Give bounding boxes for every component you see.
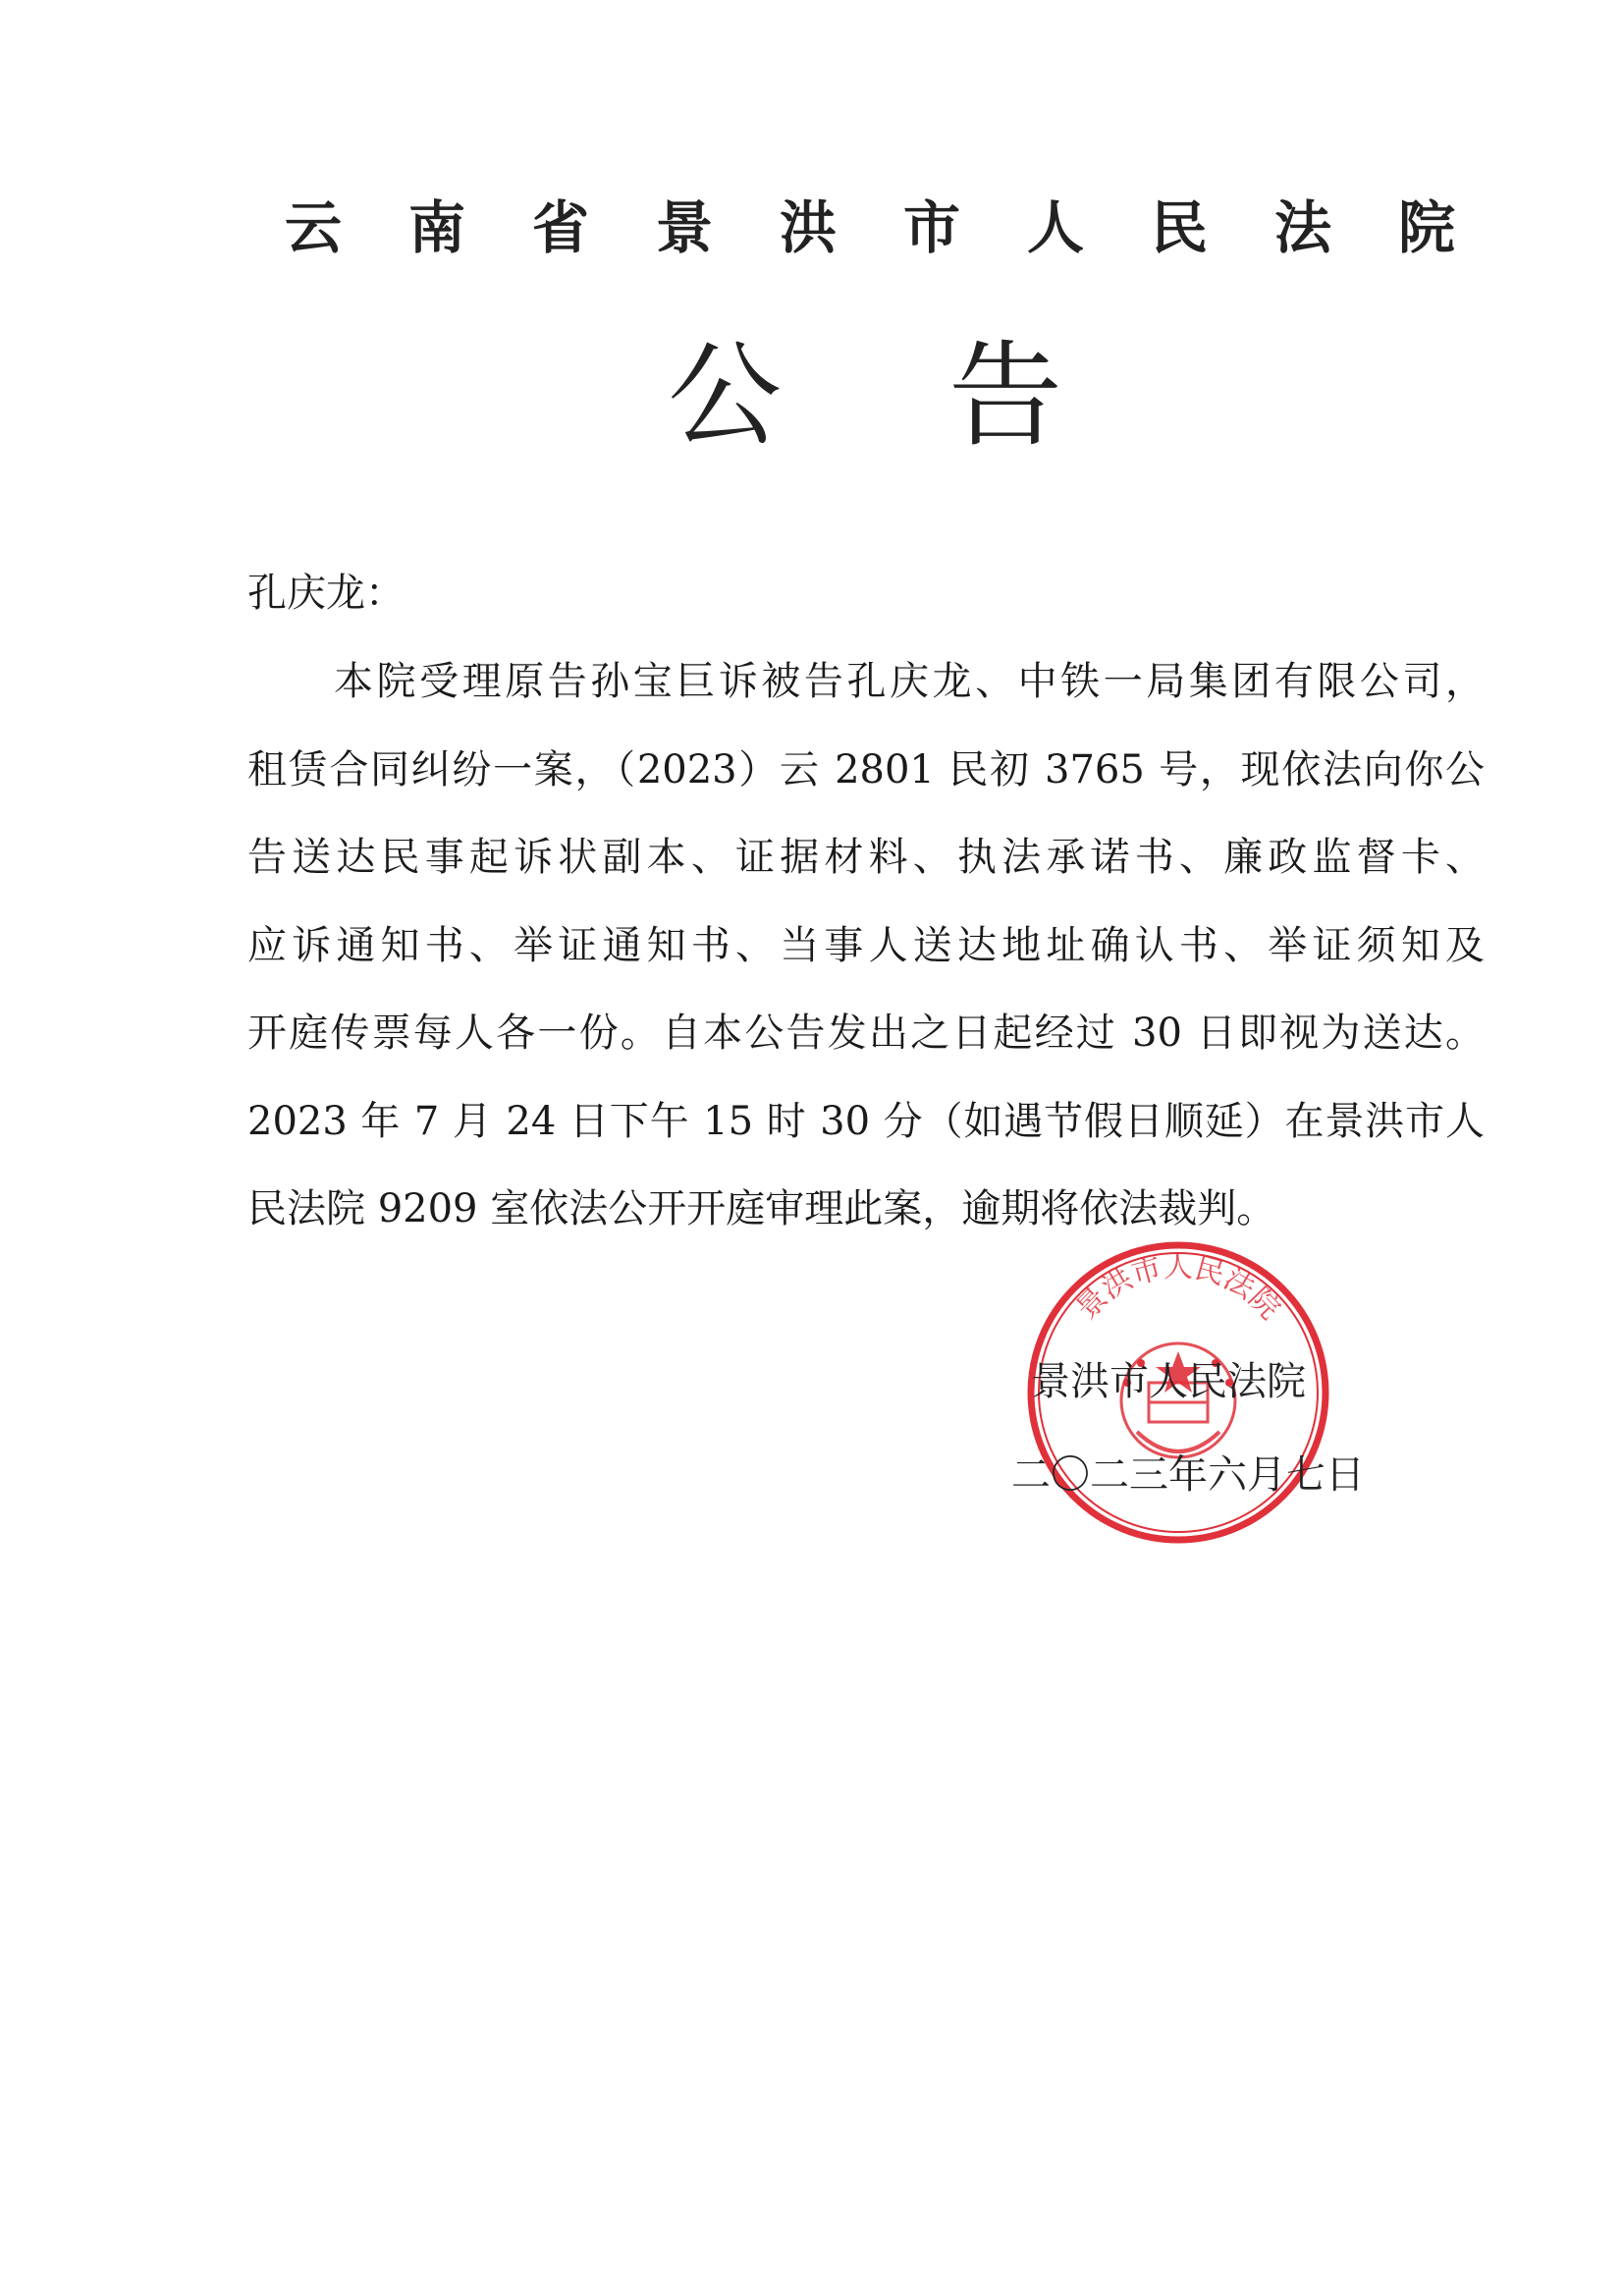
body-line: 2023 年 7 月 24 日下午 15 时 30 分（如遇节假日顺延）在景洪市人 xyxy=(247,1098,1485,1144)
addressee: 孔庆龙： xyxy=(247,571,405,616)
document-title: 公告 xyxy=(668,330,1229,463)
body-line: 民法院 9209 室依法公开开庭审理此案，逾期将依法裁判。 xyxy=(247,1186,1276,1231)
signing-court: 景洪市人民法院 xyxy=(1031,1359,1306,1404)
body-line: 告送达民事起诉状副本、证据材料、执法承诺书、廉政监督卡、 xyxy=(247,835,1485,880)
court-name-heading: 云南省景洪市人民法院 xyxy=(285,194,1523,261)
body-line: 应诉通知书、举证通知书、当事人送达地址确认书、举证须知及 xyxy=(247,922,1485,968)
svg-text:景洪市人民法院: 景洪市人民法院 xyxy=(1069,1249,1287,1327)
body-line: 开庭传票每人各一份。自本公告发出之日起经过 30 日即视为送达。 xyxy=(247,1011,1485,1056)
notice-body xyxy=(247,638,1485,1254)
body-line: 租赁合同纠纷一案，（2023）云 2801 民初 3765 号，现依法向你公 xyxy=(247,746,1485,793)
body-line: 本院受理原告孙宝巨诉被告孔庆龙、中铁一局集团有限公司， xyxy=(334,659,1485,704)
signing-date: 二〇二三年六月七日 xyxy=(1011,1452,1365,1498)
